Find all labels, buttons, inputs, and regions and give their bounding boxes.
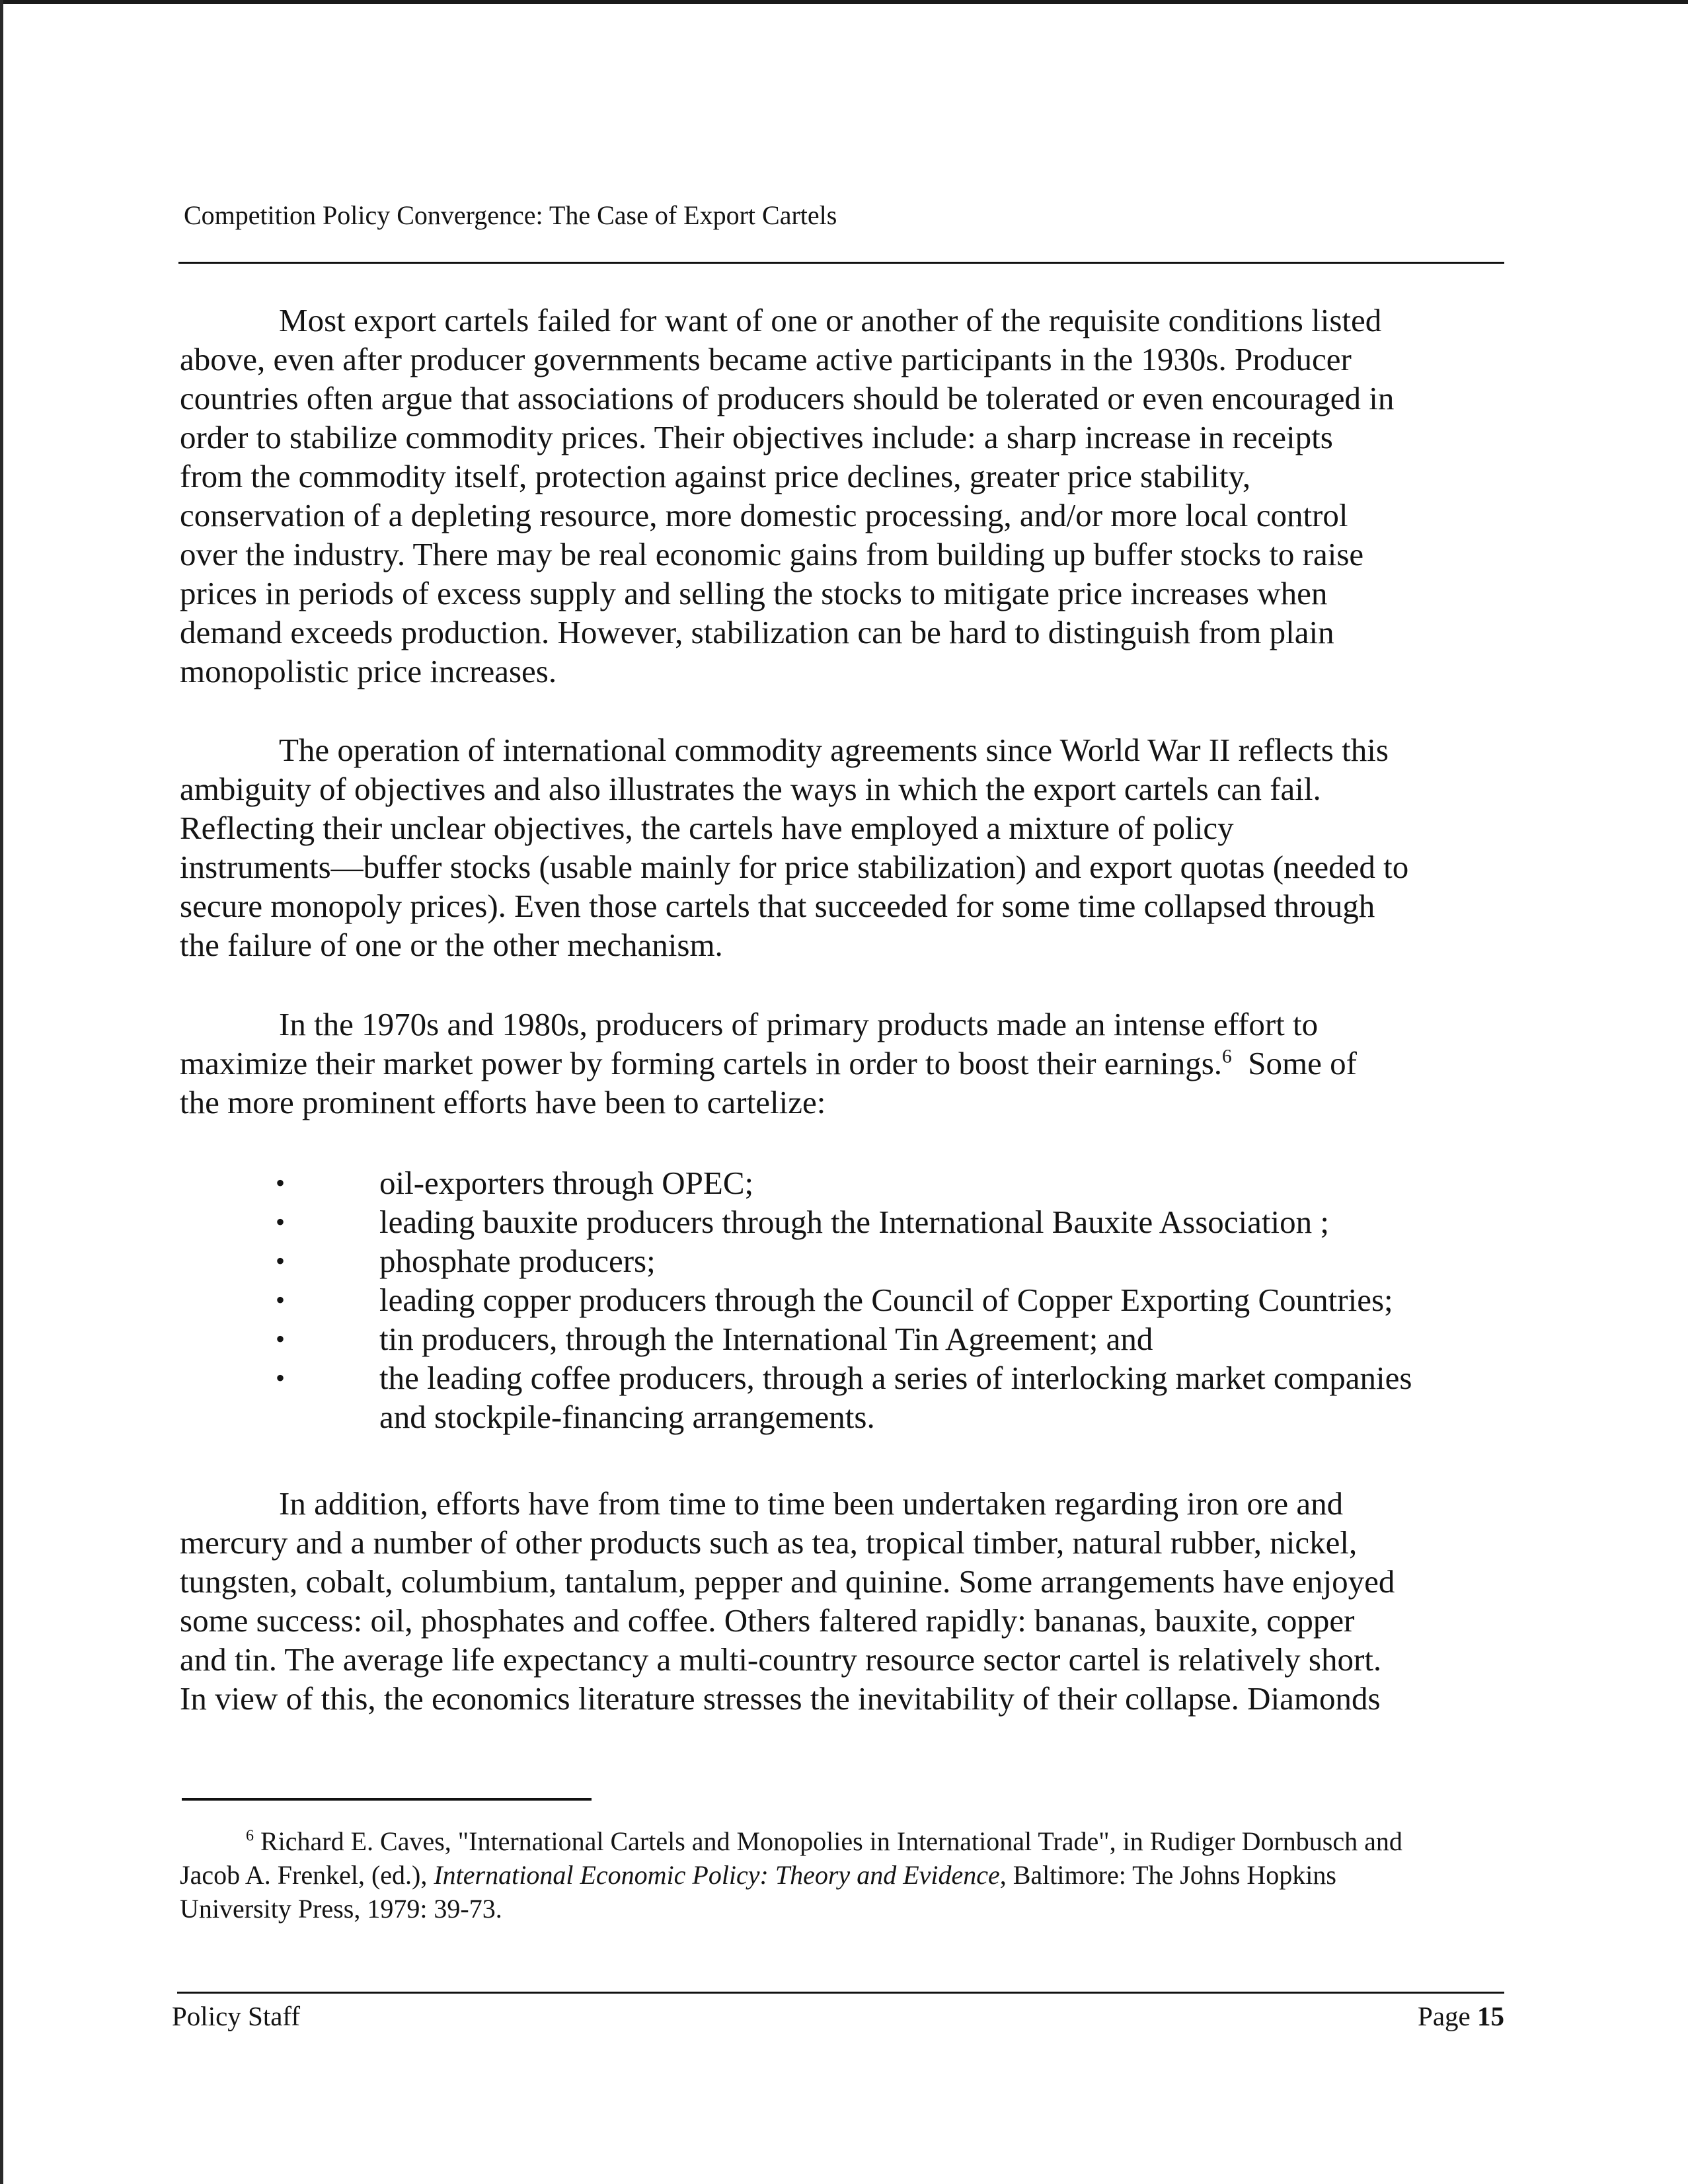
list-item-text: leading bauxite producers through the International Bauxite Association ; <box>379 1204 1329 1240</box>
page-label: Page <box>1418 2001 1477 2031</box>
paragraph-line: prices in periods of excess supply and selling the stocks to mitigate price increases when <box>180 575 1328 611</box>
paragraph-line: secure monopoly prices). Even those cartels that succeeded for some time collapsed through <box>180 888 1375 924</box>
paragraph-line: monopolistic price increases. <box>180 653 557 689</box>
bullet-icon: • <box>276 1324 286 1354</box>
paragraph-line: order to stabilize commodity prices. Their objectives include: a sharp increase in receipts <box>180 419 1333 455</box>
paragraph-line: over the industry. There may be real economic gains from building up buffer stocks to raise <box>180 536 1364 572</box>
bullet-icon: • <box>276 1246 286 1276</box>
bullet-icon: • <box>276 1363 286 1393</box>
paragraph-line: conservation of a depleting resource, more domestic processing, and/or more local control <box>180 497 1348 533</box>
cartel-bullet-list <box>180 1163 1502 1436</box>
paragraph-line: In view of this, the economics literature stresses the inevitability of their collapse. Diamonds <box>180 1680 1381 1717</box>
paragraph-line: ambiguity of objectives and also illustrates the ways in which the export cartels can fail. <box>180 771 1321 807</box>
running-header: Competition Policy Convergence: The Case of Export Cartels <box>184 200 837 230</box>
paragraph-line: the more prominent efforts have been to cartelize: <box>180 1084 826 1120</box>
footnote-reference[interactable]: 6 <box>1222 1046 1232 1068</box>
paragraph-line: above, even after producer governments became active participants in the 1930s. Producer <box>180 341 1352 377</box>
footnote-text: Jacob A. Frenkel, (ed.), <box>180 1860 434 1890</box>
paragraph-line: mercury and a number of other products such as tea, tropical timber, natural rubber, nickel, <box>180 1524 1358 1561</box>
paragraph-line: instruments—buffer stocks (usable mainly for price stabilization) and export quotas (needed to <box>180 849 1409 885</box>
bullet-icon: • <box>276 1168 286 1198</box>
footnote-line: University Press, 1979: 39-73. <box>180 1894 502 1924</box>
paragraph-1 <box>180 301 1502 691</box>
paragraph-line: Reflecting their unclear objectives, the cartels have employed a mixture of policy <box>180 810 1234 846</box>
paragraph-line: some success: oil, phosphates and coffee. Others faltered rapidly: bananas, bauxite, copper <box>180 1602 1355 1639</box>
scan-border-left <box>0 0 3 2184</box>
list-item <box>180 1163 1502 1202</box>
bullet-icon: • <box>276 1207 286 1237</box>
list-item-text: the leading coffee producers, through a series of interlocking market companies <box>379 1360 1412 1396</box>
paragraph-line: In the 1970s and 1980s, producers of primary products made an intense effort to <box>279 1006 1319 1042</box>
list-item <box>180 1280 1502 1319</box>
list-item <box>180 1358 1502 1436</box>
list-item-text: phosphate producers; <box>379 1243 656 1279</box>
scan-border-top <box>0 0 1688 4</box>
list-item-text: tin producers, through the International Tin Agreement; and <box>379 1321 1153 1357</box>
footnote-separator <box>182 1798 592 1801</box>
list-item <box>180 1202 1502 1241</box>
paragraph-line: The operation of international commodity agreements since World War II reflects this <box>279 732 1389 768</box>
paragraph-line-text: Some of <box>1231 1045 1357 1081</box>
list-item-text: leading copper producers through the Council of Copper Exporting Countries; <box>379 1282 1393 1318</box>
footnote-line <box>180 1858 1508 1892</box>
footnote-text: , Baltimore: The Johns Hopkins <box>999 1860 1336 1890</box>
footnote-line <box>180 1824 1508 1858</box>
paragraph-line: Most export cartels failed for want of one or another of the requisite conditions listed <box>279 302 1382 338</box>
paragraph-3 <box>180 1005 1502 1122</box>
footer-rule <box>177 1992 1504 1994</box>
paragraph-line-text: maximize their market power by forming cartels in order to boost their earnings. <box>180 1045 1223 1081</box>
list-item-text: oil-exporters through OPEC; <box>379 1165 754 1201</box>
footnote-book-title: International Economic Policy: Theory and Evidence <box>434 1860 1000 1890</box>
footnote-number: 6 <box>246 1827 254 1845</box>
paragraph-line: and tin. The average life expectancy a multi-country resource sector cartel is relatively short. <box>180 1641 1382 1678</box>
page-number <box>1418 1996 1504 2036</box>
paragraph-line: countries often argue that associations of producers should be tolerated or even encouraged in <box>180 380 1395 416</box>
paragraph-line <box>180 1044 1502 1083</box>
paragraph-line: tungsten, cobalt, columbium, tantalum, pepper and quinine. Some arrangements have enjoyed <box>180 1563 1395 1600</box>
list-item <box>180 1241 1502 1280</box>
footnote <box>180 1824 1508 1926</box>
paragraph-2 <box>180 730 1502 964</box>
footnote-text: Richard E. Caves, "International Cartels and Monopolies in International Trade", in Rudiger Dornbusch and <box>254 1826 1402 1856</box>
paragraph-4 <box>180 1484 1502 1718</box>
paragraph-line: the failure of one or the other mechanism. <box>180 927 723 963</box>
list-item <box>180 1319 1502 1358</box>
list-item-text: and stockpile-financing arrangements. <box>379 1399 875 1435</box>
paragraph-line: from the commodity itself, protection against price declines, greater price stability, <box>180 458 1251 494</box>
paragraph-line: demand exceeds production. However, stabilization can be hard to distinguish from plain <box>180 614 1334 650</box>
page-number-value: 15 <box>1477 2001 1504 2031</box>
header-rule <box>178 262 1504 264</box>
bullet-icon: • <box>276 1285 286 1315</box>
footer-organization: Policy Staff <box>172 2001 300 2031</box>
paragraph-line: In addition, efforts have from time to time been undertaken regarding iron ore and <box>279 1485 1344 1522</box>
